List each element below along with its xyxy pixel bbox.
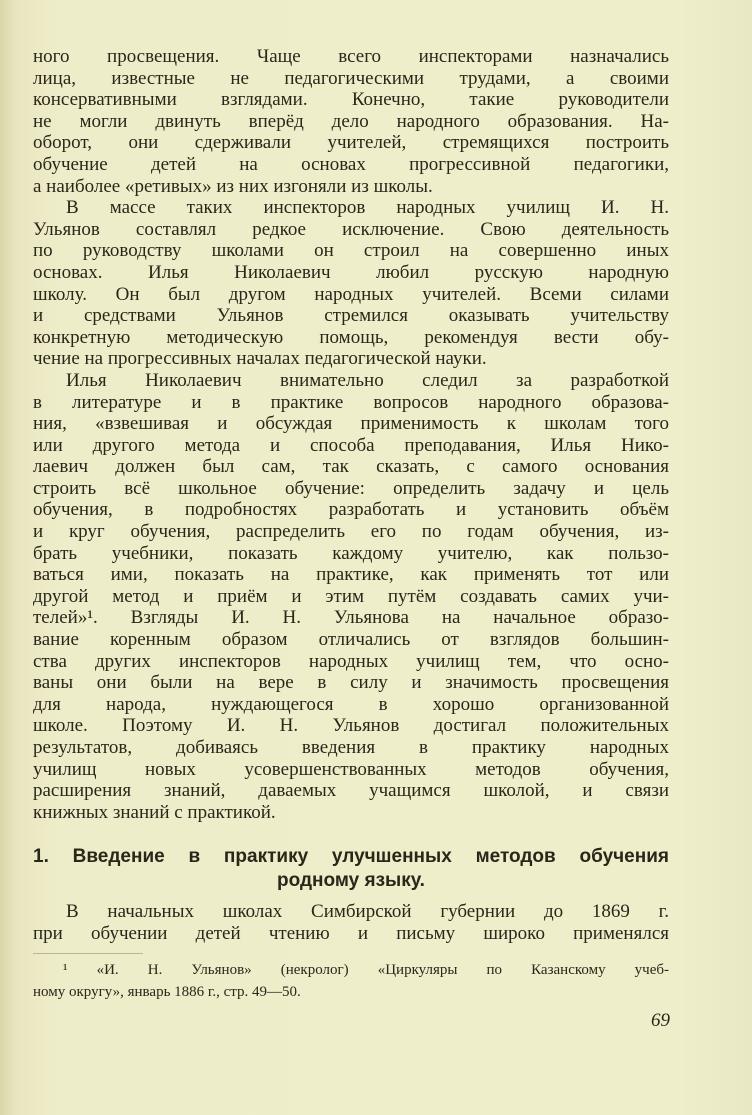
text-line: а наиболее «ретивых» из них изгоняли из школы. — [33, 175, 433, 197]
footnote-line-1: ¹ «И. Н. Ульянов» (некролог) «Циркуляры по Казанскому учеб- — [63, 962, 669, 979]
text-line: школу. Он был другом народных учителей. Всеми силами — [33, 283, 669, 305]
text-line: училищ новых усовершенствованных методов обучения, — [33, 758, 669, 780]
text-line: при обучении детей чтению и письму широко применялся — [33, 923, 669, 945]
text-line: ства других инспекторов народных училищ тем, что осно- — [33, 650, 669, 672]
text-line: лаевич должен был сам, так сказать, с самого основания — [33, 456, 669, 478]
text-line: ваться ими, показать на практике, как применять тот или — [33, 564, 669, 586]
text-line: консервативными взглядами. Конечно, такие руководители — [33, 89, 669, 111]
text-line: результатов, добиваясь введения в практику народных — [33, 737, 669, 758]
section-heading-line-2: родному языку. — [277, 870, 425, 892]
text-line: в литературе и в практике вопросов народного образова- — [33, 391, 669, 413]
text-line: по руководству школами он строил на совершенно иных — [33, 240, 669, 262]
text-line: книжных знаний с практикой. — [33, 801, 276, 823]
text-line: ния, «взвешивая и обсуждая применимость к школам того — [33, 413, 669, 435]
text-line: и средствами Ульянов стремился оказывать учительству — [33, 305, 669, 327]
text-line: ваны они были на вере в силу и значимость просвещения — [33, 672, 669, 694]
text-line: расширения знаний, даваемых учащимся школой, и связи — [33, 780, 669, 802]
text-line: не могли двинуть вперёд дело народного образования. На- — [33, 110, 669, 132]
text-line: основах. Илья Николаевич любил русскую народную — [33, 261, 669, 283]
text-line: В массе таких инспекторов народных училищ И. Н. — [66, 197, 669, 219]
text-line: конкретную методическую помощь, рекомендуя вести обу- — [33, 326, 669, 348]
body-text — [33, 46, 669, 823]
text-line: другой метод и приём и этим путём создавать самих учи- — [33, 585, 669, 607]
text-line: или другого метода и способа преподавания, Илья Нико- — [33, 434, 669, 456]
section-heading — [33, 845, 669, 893]
text-line: вание коренным образом отличались от взглядов большин- — [33, 629, 669, 651]
text-line: чение на прогрессивных началах педагогической науки. — [33, 348, 487, 370]
section-heading-line-1: 1. Введение в практику улучшенных методов обучения — [33, 846, 669, 868]
text-line: оборот, они сдерживали учителей, стремящихся построить — [33, 132, 669, 154]
footnote-line-2: ному округу», январь 1886 г., стр. 49—50. — [33, 984, 301, 1001]
text-line: для народа, нуждающегося в хорошо организованной — [33, 693, 669, 715]
text-line: и круг обучения, распределить его по годам обучения, из- — [33, 521, 669, 543]
text-line: Ульянов составлял редкое исключение. Свою деятельность — [33, 218, 669, 240]
text-line: обучение детей на основах прогрессивной педагогики, — [33, 153, 669, 175]
text-line: телей»¹. Взгляды И. Н. Ульянова на начальное образо- — [33, 607, 669, 629]
book-page — [33, 46, 669, 1003]
text-line: школе. Поэтому И. Н. Ульянов достигал положительных — [33, 715, 669, 737]
footnote — [33, 959, 669, 1003]
text-line: В начальных школах Симбирской губернии до 1869 г. — [66, 901, 669, 923]
text-line: лица, известные не педагогическими трудами, а своими — [33, 67, 669, 89]
page-number: 69 — [651, 1010, 670, 1031]
text-line: обучения, в подробностях разработать и установить объём — [33, 499, 669, 521]
text-line: ного просвещения. Чаще всего инспекторами назначались — [33, 46, 669, 67]
section-text — [33, 901, 669, 945]
text-line: Илья Николаевич внимательно следил за разработкой — [66, 369, 669, 391]
text-line: брать учебники, показать каждому учителю, как пользо- — [33, 542, 669, 564]
footnote-divider — [33, 953, 143, 954]
text-line: строить всё школьное обучение: определить задачу и цель — [33, 477, 669, 499]
